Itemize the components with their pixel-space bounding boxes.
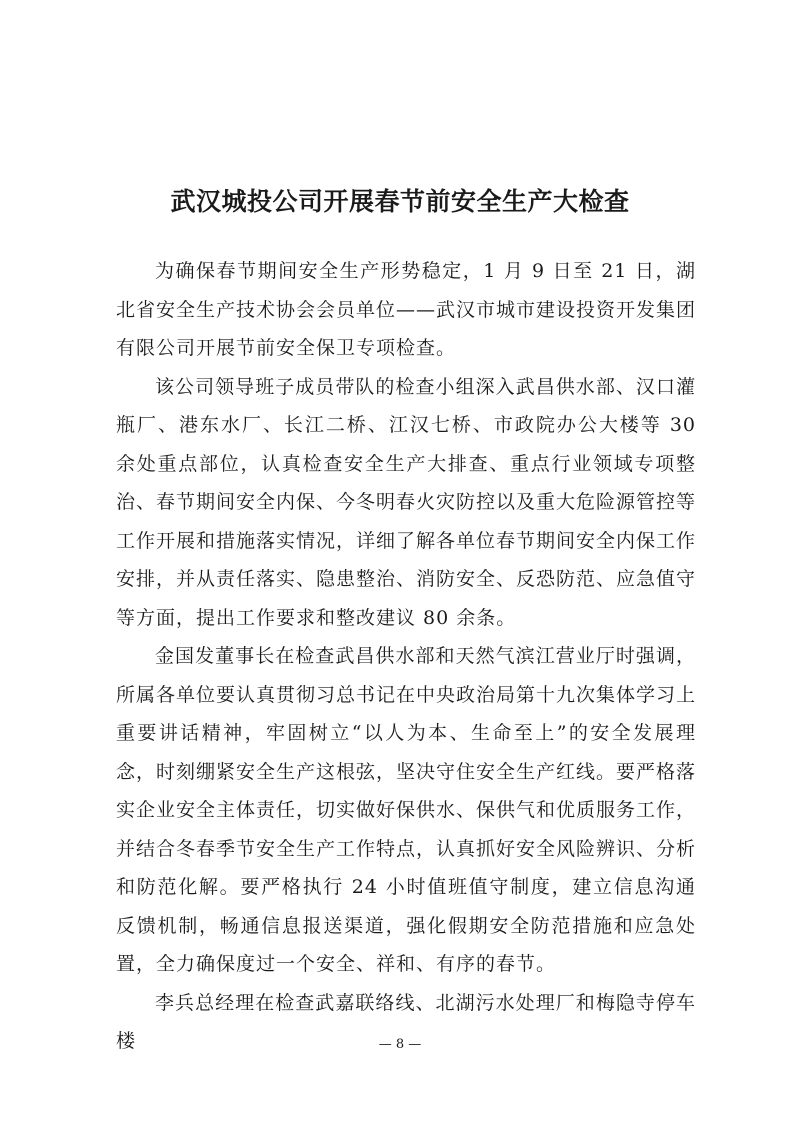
paragraph-1: 为确保春节期间安全生产形势稳定，1 月 9 日至 21 日，湖北省安全生产技术协会会员单位——武汉市城市建设投资开发集团有限公司开展节前安全保卫专项检查。 [116,260,697,359]
page-number: — 8 — [378,1037,422,1052]
paragraph-3: 金国发董事长在检查武昌供水部和天然气滨江营业厅时强调，所属各单位要认真贯彻习总书记在中央政治局第十九次集体学习上重要讲话精神，牢固树立“以人为本、生命至上”的安全发展理念，时刻绷紧安全生产这根弦，坚决守住安全生产红线。要严格落实企业安全主体责任，切实做好保供水、保供气和优质服务工作，并结合冬春季节安全生产工作特点，认真抓好安全风险辨识、分析和防范化解。要严格执行 24 小时值班值守制度，建立信息沟通反馈机制，畅通信息报送渠道，强化假期安全防范措施和应急处置，全力确保度过一个安全、祥和、有序的春节。 [116,645,697,975]
document-title: 武汉城投公司开展春节前安全生产大检查 [170,187,630,216]
document-body [116,252,696,1061]
paragraph-4: 李兵总经理在检查武嘉联络线、北湖污水处理厂和梅隐寺停车楼 [116,991,696,1052]
paragraph-2: 该公司领导班子成员带队的检查小组深入武昌供水部、汉口灌瓶厂、港东水厂、长江二桥、江汉七桥、市政院办公大楼等 30 余处重点部位，认真检查安全生产大排查、重点行业领域专项整治、春节期间安全内保、今冬明春火灾防控以及重大危险源管控等工作开展和措施落实情况，详细了解各单位春节期间安全内保工作安排，并从责任落实、隐患整治、消防安全、反恐防范、应急值守等方面，提出工作要求和整改建议 80 余条。 [116,375,697,629]
